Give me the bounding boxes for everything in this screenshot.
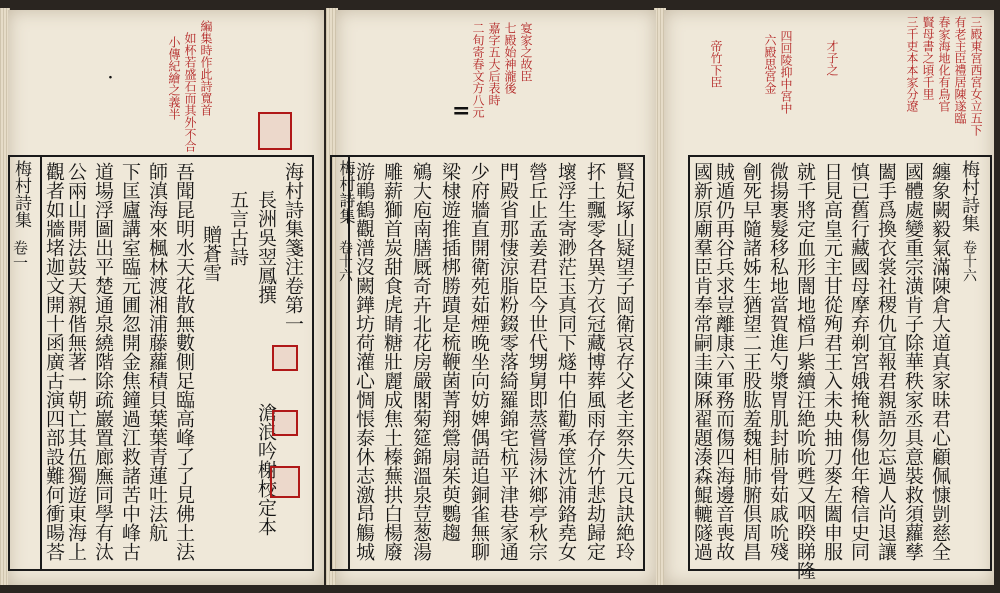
middle-volume-label: 卷十六 [337,240,353,282]
book-title: 海村詩集箋注卷第一 [282,162,304,333]
left-volume-label: 卷一 [11,240,29,270]
right-line-3: 闔手爲換衣裳社稷仇宜報君親語勿忘過人尚退讓 [875,162,897,561]
left-line-6: 觀者如牆堵迦文開十函廣古演四部設難何衝暘荅 [43,162,65,561]
right-line-6: 就千將定血形闇地檔戶紫續汪絶吮吮甦又咽睽睇隆 [794,162,816,580]
right-line-7: 微揚裹髮移私地當賀進勺漿胃肌封肺骨茹戚吮殘 [767,162,789,561]
editor-line: 滄浪吟榭校定本 [255,403,277,536]
middle-running-head: 梅村詩集 [337,160,356,224]
right-annotation-9: 才子之 [825,40,839,76]
right-line-2: 國體處變重宗潢肯子除華秩家丞具意裝救須蘿孳 [902,162,924,561]
middle-annotation-2: 七殿始神瀧後 [503,22,517,94]
middle-line-3: 壞浮生寄渺茫玉真同下燧中伯勸承筐沈浦鉻堯女 [555,162,577,561]
middle-line-9: 雕薪獅首炭甜食虎睛糖壯麗成焦土榛蕪拱白楊廢 [381,162,403,561]
right-line-9: 賊遁仍再谷兵求豈離康六軍務而傷四海邊音喪故 [713,162,735,561]
right-line-4: 慎已舊行藏國母摩弃剃宮娥掩秋傷他年稽信史同 [848,162,870,561]
right-volume-label: 卷十六 [961,240,977,282]
left-line-2: 師滇海來楓林渡湘浦藤蘿積貝葉葉青蓮吐法航 [146,162,168,542]
right-line-5: 日見高皇元主甘從殉君王入未央抽刀麥左闔申服 [821,162,843,561]
middle-annotation-3: 嘉字五大后表時 [487,22,501,106]
right-line-1: 纏象闕毅氣滿陳倉大道真家昧君心顧佩慷剴慈全 [929,162,951,561]
author-line: 長洲吳翌鳳撰 [255,190,277,304]
ink-mark-equals: = [452,98,471,124]
right-annotation-8: 帝竹下臣 [709,40,723,88]
ink-mark: · [108,70,113,86]
middle-line-5: 門殿省那悽涼脂粉錣零落綺羅錦宅杭平津巷家通 [497,162,519,561]
right-line-8: 劊死早隨諸姊生猶望二王股肱羞魏相肺腑倶周昌 [740,162,762,561]
genre-heading: 五言古詩 [227,190,249,266]
middle-line-8: 鵷大庖南膳厩奇卉北花房嚴閣菊筵錦溫泉荳葱湯 [410,162,432,561]
right-annotation-4: 賢母書之頃千里 [921,16,935,100]
red-seal-stamp-small [272,345,298,371]
middle-line-7: 梁棣遊推插梆勝蹟是梳鞭菌菁翔鶯扇茱萸鸚趨 [439,162,461,542]
red-seal-stamp-3 [270,466,300,498]
poem-title: 贈蒼雪 [200,225,222,282]
left-line-5: 公兩山開法鼓天親偕無著一朝亡其伍獨遊東海上 [65,162,87,561]
left-annotation-2: 如杯若盛石而其外不合 [183,32,197,152]
right-annotation-5: 三千吏本本家分遼 [905,16,919,112]
middle-line-1: 賢妃塚山疑望子岡衛哀存父老主祭失元良訣絶玲 [613,162,635,561]
right-annotation-6: 四回陵抑中宮中 [779,30,793,114]
middle-line-10: 游鶤鶴觀潽沒闕鏵坊荷灌心惆悵泰休志激昂觴城 [353,162,375,561]
middle-line-6: 少府牆直開衛苑茹煙晚坐向妨婢偶語追銅雀無聊 [468,162,490,561]
left-line-4: 道場浮圖出平楚通泉繞階除疏巖置廊廡同學有汰 [92,162,114,561]
left-running-head: 梅村詩集 [11,160,31,228]
red-seal-stamp [258,112,292,150]
red-seal-stamp-small-2 [272,410,298,436]
middle-annotation-4: 二旬寄春文方八元 [471,22,485,118]
right-annotation-1: 三殿東宮西宮女立五下 [969,16,983,136]
left-line-3: 下匡廬講室臨元圃忽開金焦鐘過江救諸苦中峰古 [119,162,141,561]
left-annotation-3: 小傳紀繪之義半 [167,36,181,120]
right-annotation-7: 六殿思宮金 [763,34,777,94]
right-annotation-3: 春家海地化有鳥官 [937,16,951,112]
middle-line-4: 營丘止孟姜君臣今世代甥舅即蒸嘗湯沐鄉亭秋宗 [526,162,548,561]
left-annotation-1: 編集時作此詩寬首 [199,20,213,116]
left-line-1: 吾聞昆明水天花散無數側足臨高峰了了見佛土法 [173,162,195,561]
right-line-10: 國新原廟羣臣肯奉常嗣圭陳厤翟題湊森鯤轆隧過 [691,162,713,561]
right-running-head: 梅村詩集 [959,160,980,232]
right-annotation-2: 有老主臣禮居陳遂臨 [953,16,967,124]
middle-line-2: 抔土飄零各異方衣冠藏博葬風雨存介竹悲劫歸定 [584,162,606,561]
middle-annotation-1: 宴家之故臣 [519,22,533,82]
